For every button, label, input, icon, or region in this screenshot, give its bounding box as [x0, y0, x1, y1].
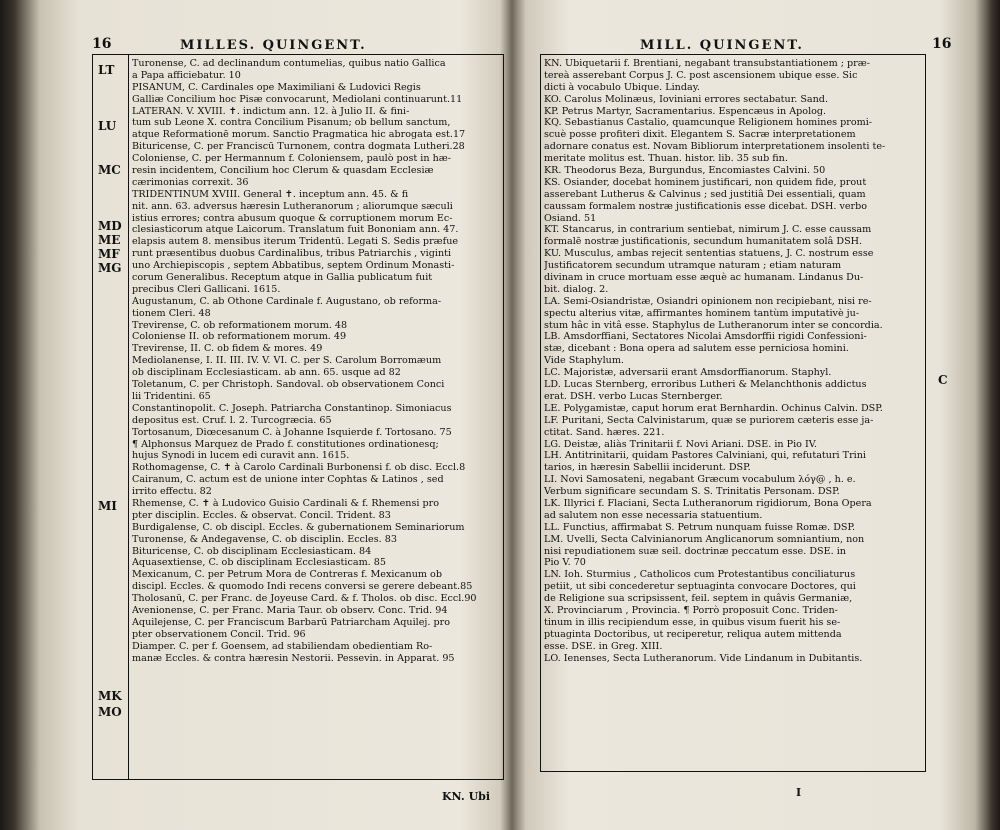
right-text-line: LI. Novi Samosateni, negabant Græcum vocabulum λόγ@ , h. e. — [544, 474, 856, 486]
right-text-line: KO. Carolus Molinæus, Ioviniani errores sectabatur. Sand. — [544, 93, 829, 105]
margin-label: MD — [98, 219, 122, 233]
right-text-line: LM. Uvelli, Secta Calvinianorum Anglicanorum somniantium, non — [544, 533, 865, 545]
left-text-line: irrito effectu. 82 — [132, 486, 212, 498]
right-text-line: LA. Semi-Osiandristæ, Osiandri opinionem non recipiebant, nisi re- — [544, 295, 872, 307]
right-text-line: tarios, in hæresin Sabellii inciderunt. DSP. — [544, 462, 751, 474]
right-text-line: adornare conatus est. Novam Bibliorum interpretationem insolenti te- — [544, 141, 886, 153]
right-text-line: tinum in illis recipiendum esse, in quibus visum fuerit his se- — [544, 616, 841, 628]
left-text-line: ob disciplinam Ecclesiasticam. ab ann. 65. usque ad 82 — [132, 367, 401, 379]
right-text-line: KU. Musculus, ambas rejecit sententias statuens, J. C. nostrum esse — [544, 248, 874, 260]
right-text-line: LL. Functius, affirmabat S. Petrum nunquam fuisse Romæ. DSP. — [544, 521, 856, 533]
right-text-line: stum hâc in vitâ esse. Staphylus de Lutheranorum inter se concordia. — [544, 319, 883, 331]
left-text-line: Rothomagense, C. ✝ à Carolo Cardinali Burbonensi f. ob disc. Eccl.8 — [132, 462, 466, 474]
left-text-line: runt præsentibus duobus Cardinalibus, tribus Patriarchis , viginti — [132, 248, 452, 260]
left-text-line: pter disciplin. Eccles. & observat. Concil. Trident. 83 — [132, 509, 391, 521]
left-text-line: istius errores; contra abusum quoque & corruptionem morum Ec- — [132, 212, 453, 224]
left-text-line: tionem Cleri. 48 — [132, 307, 211, 319]
left-text-line: Burdigalense, C. ob discipl. Eccles. & gubernationem Seminariorum — [132, 521, 465, 533]
right-text-line: LK. Illyrici f. Flaciani, Secta Lutheranorum rigidiorum, Bona Opera — [544, 497, 872, 509]
left-text-line: tum sub Leone X. contra Concilium Pisanum; ob bellum sanctum, — [132, 117, 451, 129]
right-text-line: ad salutem non esse necessaria statuentium. — [544, 509, 763, 521]
right-text-line: LE. Polygamistæ, caput horum erat Bernhardin. Ochinus Calvin. DSP. — [544, 402, 883, 414]
right-text-line: spectu alterius vitæ, affirmantes hominem tantùm imputativè ju- — [544, 307, 860, 319]
left-text-line: Turonense, & Andegavense, C. ob disciplin. Eccles. 83 — [132, 533, 397, 545]
margin-label: MG — [98, 261, 122, 275]
left-text-line: ¶ Alphonsus Marquez de Prado f. constitutiones ordinationesq; — [132, 438, 439, 450]
margin-label: LU — [98, 119, 117, 133]
right-text-line: tereà asserebant Corpus J. C. post ascensionem ubique esse. Sic — [544, 69, 858, 81]
right-margin-label: C — [938, 373, 948, 387]
right-text-line: dicti à vocabulo Ubique. Linday. — [544, 81, 700, 93]
left-catchword: KN. Ubi — [442, 790, 491, 803]
right-text-line: LC. Majoristæ, adversarii erant Amsdorffianorum. Staphyl. — [544, 367, 832, 379]
left-text-line: Diamper. C. per f. Goensem, ad stabiliendam obedientiam Ro- — [132, 640, 433, 652]
right-text-line: X. Provinciarum , Provincia. ¶ Porrò proposuit Conc. Triden- — [544, 604, 838, 616]
left-text-line: Turonense, C. ad declinandum contumelias, quibus natio Gallica — [132, 58, 446, 69]
right-text-line: formalē nostræ justificationis, secundum humanitatem solâ DSH. — [544, 236, 863, 248]
right-page-number: 16 — [932, 36, 952, 52]
left-text-line: atque Reformationē morum. Sanctio Pragmatica hic abrogata est.17 — [132, 129, 466, 141]
right-text-line: Pio V. 70 — [544, 557, 586, 569]
left-text-line: uno Archiepiscopis , septem Abbatibus, septem Ordinum Monasti- — [132, 260, 455, 272]
left-text-line: Trevirense, II. C. ob fidem & mores. 49 — [132, 343, 323, 355]
left-text-body — [132, 58, 498, 664]
left-text-line: Mexicanum, C. per Petrum Mora de Contreras f. Mexicanum ob — [132, 569, 442, 581]
right-text-line: esse. DSE. in Greg. XIII. — [544, 640, 663, 652]
margin-label: MI — [98, 499, 117, 513]
left-text-line: clesiasticorum atque Laicorum. Translatum fuit Bononiam ann. 47. — [132, 224, 459, 236]
right-text-line: Verbum significare secundam S. S. Trinitatis Personam. DSP. — [544, 486, 840, 498]
margin-label: MK — [98, 689, 122, 703]
left-text-line: Bituricense, C. ob disciplinam Ecclesiasticam. 84 — [132, 545, 372, 557]
right-text-line: meritate molitus est. Thuan. histor. lib. 35 sub fin. — [544, 153, 788, 165]
right-text-line: de Religione sua scripsissent, feil. septem in quâvis Germaniæ, — [544, 593, 853, 605]
left-text-line: PISANUM, C. Cardinales ope Maximiliani & Ludovici Regis — [132, 81, 421, 93]
left-text-line: discipl. Eccles. & quomodo Indi recens conversi se gerere debeant.85 — [132, 581, 473, 593]
left-text-line: Aquasextiense, C. ob disciplinam Ecclesiasticam. 85 — [132, 557, 386, 569]
left-text-line: Aquilejense, C. per Franciscum Barbarū Patriarcham Aquilej. pro — [132, 616, 450, 628]
right-text-line: nisi repudiationem suæ seil. doctrinæ peccatum esse. DSE. in — [544, 545, 846, 557]
left-text-line: Coloniense, C. per Hermannum f. Coloniensem, paulò post in hæ- — [132, 153, 452, 165]
margin-label: LT — [98, 63, 115, 77]
right-text-line: ctitat. Sand. hæres. 221. — [544, 426, 665, 438]
right-text-line: KR. Theodorus Beza, Burgundus, Encomiastes Calvini. 50 — [544, 165, 826, 177]
right-text-line: LN. Ioh. Sturmius , Catholicos cum Protestantibus conciliaturus — [544, 569, 856, 581]
left-text-line: Mediolanense, I. II. III. IV. V. VI. C. per S. Carolum Borromæum — [132, 355, 442, 367]
right-text-line: KS. Osiander, docebat hominem justificari, non quidem fide, prout — [544, 176, 867, 188]
right-text-line: petiit, ut sibi concederetur septuaginta convocare Doctores, qui — [544, 581, 856, 593]
left-text-line: depositus est. Cruf. l. 2. Turcogræcia. 65 — [132, 414, 332, 426]
left-text-line: Bituricense, C. per Franciscū Turnonem, contra dogmata Lutheri.28 — [132, 141, 465, 153]
right-text-line: stæ, dicebant : Bona opera ad salutem esse perniciosa homini. — [544, 343, 849, 355]
right-text-line: LF. Puritani, Secta Calvinistarum, quæ se puriorem cæteris esse ja- — [544, 414, 874, 426]
left-text-line: LATERAN. V. XVIII. ✝. indictum ann. 12. à Julio II. & fini- — [132, 105, 410, 117]
left-page-number: 16 — [92, 36, 112, 52]
right-text-line: KQ. Sebastianus Castalio, quamcunque Religionem homines promi- — [544, 117, 873, 129]
right-text-line: KN. Ubiquetarii f. Brentiani, negabant transubstantiationem ; præ- — [544, 58, 871, 69]
left-text-line: resin incidentem, Concilium hoc Clerum & quasdam Ecclesiæ — [132, 165, 434, 177]
left-text-line: Rhemense, C. ✝ à Ludovico Guisio Cardinali & f. Rhemensi pro — [132, 497, 439, 509]
right-text-line: LG. Deistæ, aliàs Trinitarii f. Novi Ariani. DSE. in Pio IV. — [544, 438, 818, 450]
right-text-line: LO. Ienenses, Secta Lutheranorum. Vide Lindanum in Dubitantis. — [544, 652, 863, 664]
left-text-line: pter observationem Concil. Trid. 96 — [132, 628, 306, 640]
margin-label: MC — [98, 163, 121, 177]
left-text-line: a Papa afficiebatur. 10 — [132, 69, 241, 81]
left-text-line: Cairanum, C. actum est de unione inter Cophtas & Latinos , sed — [132, 474, 444, 486]
left-margin-rule — [128, 54, 129, 780]
right-text-line: caussam formalem nostræ justificationis esse dicebat. DSH. verbo — [544, 200, 868, 212]
left-text-line: Constantinopolit. C. Joseph. Patriarcha Constantinop. Simoniacus — [132, 402, 452, 414]
left-text-line: manæ Eccles. & contra hæresin Nestorii. Pessevin. in Apparat. 95 — [132, 652, 455, 664]
right-running-head: MILL. QUINGENT. — [640, 38, 804, 53]
right-text-line: scuè posse profiteri dixit. Elegantem S. Sacræ interpretationem — [544, 129, 856, 141]
margin-label: MO — [98, 705, 122, 719]
right-text-line: bit. dialog. 2. — [544, 283, 609, 295]
right-text-line: erat. DSH. verbo Lucas Sternberger. — [544, 390, 723, 402]
left-text-line: precibus Cleri Gallicani. 1615. — [132, 283, 281, 295]
left-text-line: corum Generalibus. Receptum atque in Gallia publicatum fuit — [132, 272, 433, 284]
right-text-line: Justificatorem secundum utramque naturam ; etiam naturam — [544, 260, 842, 272]
right-text-line: divinam in cruce mortuam esse æquè ac humanam. Lindanus Du- — [544, 272, 864, 284]
left-text-line: cærimonias correxit. 36 — [132, 176, 249, 188]
right-text-line: ptuaginta Doctoribus, ut reciperetur, reliqua autem mittenda — [544, 628, 842, 640]
left-text-line: Tortosanum, Diœcesanum C. à Johanne Isquierde f. Tortosano. 75 — [132, 426, 452, 438]
left-page — [40, 0, 500, 830]
left-text-line: Trevirense, C. ob reformationem morum. 48 — [132, 319, 348, 331]
left-text-line: Coloniense II. ob reformationem morum. 49 — [132, 331, 347, 343]
left-text-line: elapsis autem 8. mensibus iterum Tridentū. Legati S. Sedis præfue — [132, 236, 459, 248]
right-text-line: asserebant Lutherus & Calvinus ; sed justitiâ Dei essentiali, quam — [544, 188, 866, 200]
margin-label: MF — [98, 247, 120, 261]
right-text-body — [544, 58, 920, 664]
right-text-line: LH. Antitrinitarii, quidam Pastores Calviniani, qui, refutaturi Trini — [544, 450, 866, 462]
left-text-line: TRIDENTINUM XVIII. General ✝. inceptum ann. 45. & fi — [132, 188, 409, 200]
left-text-line: Augustanum, C. ab Othone Cardinale f. Augustano, ob reforma- — [132, 295, 442, 307]
left-text-line: lii Tridentini. 65 — [132, 390, 211, 402]
right-page — [530, 0, 960, 830]
left-text-line: Toletanum, C. per Christoph. Sandoval. ob observationem Conci — [132, 379, 445, 391]
left-text-line: nit. ann. 63. adversus hæresin Lutheranorum ; aliorumque sæculi — [132, 200, 453, 212]
left-text-line: hujus Synodi in lucem edi curavit ann. 1615. — [132, 450, 350, 462]
left-text-line: Tholosanū, C. per Franc. de Joyeuse Card. & f. Tholos. ob disc. Eccl.90 — [132, 593, 477, 605]
right-text-line: KP. Petrus Martyr, Sacramentarius. Espencæus in Apolog. — [544, 105, 827, 117]
left-running-head: MILLES. QUINGENT. — [180, 38, 367, 53]
right-text-line: LB. Amsdorffiani, Sectatores Nicolai Amsdorffii rigidi Confessioni- — [544, 331, 867, 343]
right-text-line: KT. Stancarus, in contrarium sentiebat, nimirum J. C. esse caussam — [544, 224, 872, 236]
right-text-line: Osiand. 51 — [544, 212, 597, 224]
left-text-line: Galliæ Concilium hoc Pisæ convocarunt, Mediolani continuarunt.11 — [132, 93, 463, 105]
right-signature: I — [796, 786, 802, 799]
margin-label: ME — [98, 233, 121, 247]
left-text-line: Avenionense, C. per Franc. Maria Taur. ob observ. Conc. Trid. 94 — [132, 604, 448, 616]
right-text-line: LD. Lucas Sternberg, erroribus Lutheri & Melanchthonis addictus — [544, 379, 867, 391]
right-text-line: Vide Staphylum. — [544, 355, 624, 367]
